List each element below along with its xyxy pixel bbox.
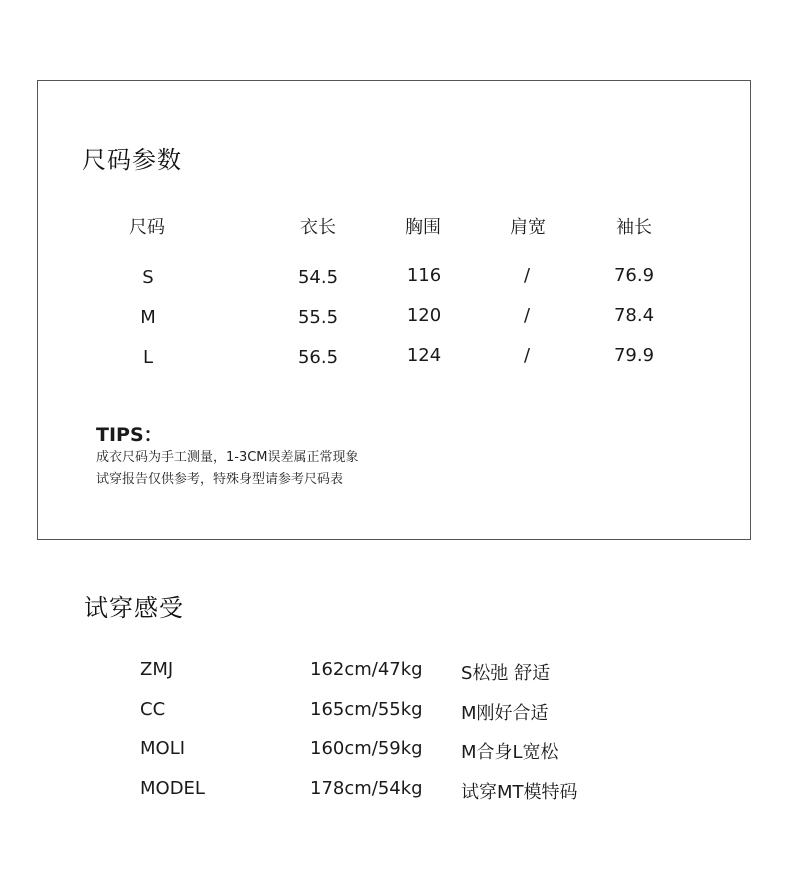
header-shoulder: 肩宽 [510,217,546,238]
tester-measurements: 162cm/47kg [310,659,423,680]
row-m-sleeve: 78.4 [613,305,655,326]
tester-name: ZMJ [140,659,174,680]
tips-title: TIPS： [96,424,163,446]
tester-measurements: 160cm/59kg [310,738,423,759]
size-chart-box [37,80,751,540]
row-l-shoulder: / [523,345,531,366]
tester-feedback: S松弛 舒适 [461,663,551,684]
tester-name: CC [140,699,166,720]
row-m-chest: 120 [406,305,442,326]
row-s-shoulder: / [523,265,531,286]
row-s-chest: 116 [406,265,442,286]
row-l-chest: 124 [406,345,442,366]
row-s-sleeve: 76.9 [613,265,655,286]
row-m-size: M [140,307,156,328]
tester-feedback: M合身L宽松 [461,742,559,763]
tester-measurements: 178cm/54kg [310,778,423,799]
header-size: 尺码 [129,217,165,238]
header-sleeve: 袖长 [616,217,652,238]
header-length: 衣长 [300,217,336,238]
row-l-sleeve: 79.9 [613,345,655,366]
row-s-length: 54.5 [297,267,339,288]
size-chart-title: 尺码参数 [82,146,182,174]
row-l-length: 56.5 [297,347,339,368]
header-chest: 胸围 [405,217,441,238]
row-l-size: L [142,347,154,368]
tips-line: 成衣尺码为手工测量，1-3CM误差属正常现象 [96,450,359,465]
row-s-size: S [142,267,154,288]
row-m-shoulder: / [523,305,531,326]
tester-feedback: 试穿MT模特码 [461,782,578,803]
row-m-length: 55.5 [297,307,339,328]
tester-feedback: M刚好合适 [461,703,549,724]
tips-line: 试穿报告仅供参考，特殊身型请参考尺码表 [96,472,344,487]
tester-name: MODEL [140,778,205,799]
tester-name: MOLI [140,738,186,759]
tester-measurements: 165cm/55kg [310,699,423,720]
fit-report-title: 试穿感受 [84,594,184,622]
